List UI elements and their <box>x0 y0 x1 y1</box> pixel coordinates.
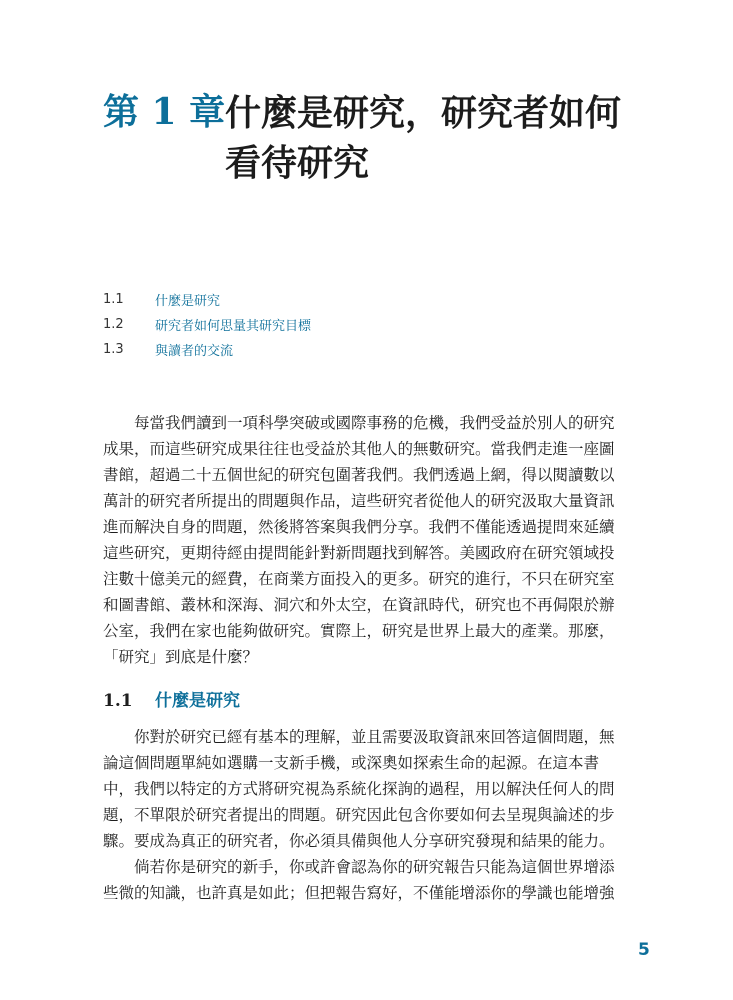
chapter-number: 第 1 章 <box>103 91 226 133</box>
chapter-heading <box>103 88 693 188</box>
toc-item-number: 1.2 <box>103 317 124 332</box>
text-line: 萬計的研究者所提出的問題與作品，這些研究者從他人的研究汲取大量資訊 <box>103 492 615 510</box>
text-line: 倘若你是研究的新手，你或許會認為你的研究報告只能為這個世界增添 <box>103 858 615 876</box>
page-number: 5 <box>638 940 650 960</box>
text-line: 中，我們以特定的方式將研究視為系統化探詢的過程，用以解決任何人的問 <box>103 780 615 798</box>
section-title: 什麼是研究 <box>155 691 240 711</box>
chapter-contents <box>103 287 311 362</box>
chapter-title: 什麼是研究，研究者如何看待研究 <box>225 92 622 184</box>
text-line: 論這個問題單純如選購一支新手機，或深奧如探索生命的起源。在這本書 <box>103 754 600 772</box>
text-line: 成果，而這些研究成果往往也受益於其他人的無數研究。當我們走進一座圖 <box>103 440 615 458</box>
section-number: 1.1 <box>103 691 133 711</box>
text-line: 每當我們讀到一項科學突破或國際事務的危機，我們受益於別人的研究 <box>103 414 615 432</box>
toc-item <box>103 287 311 312</box>
toc-item-label: 與讀者的交流 <box>155 344 234 359</box>
text-line: 驟。要成為真正的研究者，你必須具備與他人分享研究發現和結果的能力。 <box>103 832 615 850</box>
text-line: 些微的知識，也許真是如此；但把報告寫好，不僅能增添你的學識也能增強 <box>103 884 615 902</box>
text-line: 注數十億美元的經費，在商業方面投入的更多。研究的進行，不只在研究室 <box>103 570 615 588</box>
text-line: 你對於研究已經有基本的理解，並且需要汲取資訊來回答這個問題，無 <box>103 728 615 746</box>
text-line: 題，不單限於研究者提出的問題。研究因此包含你要如何去呈現與論述的步 <box>103 806 615 824</box>
text-line: 公室，我們在家也能夠做研究。實際上，研究是世界上最大的產業。那麼， <box>103 622 615 640</box>
intro-paragraph <box>103 410 651 670</box>
toc-item-number: 1.1 <box>103 292 124 307</box>
text-line: 進而解決自身的問題，然後將答案與我們分享。我們不僅能透過提問來延續 <box>103 518 615 536</box>
toc-item-label: 研究者如何思量其研究目標 <box>155 319 312 334</box>
text-line: 這些研究，更期待經由提問能針對新問題找到解答。美國政府在研究領域投 <box>103 544 615 562</box>
toc-item <box>103 337 311 362</box>
section-body <box>103 724 651 906</box>
toc-item <box>103 312 311 337</box>
text-line: 書館，超過二十五個世紀的研究包圍著我們。我們透過上網，得以閱讀數以 <box>103 466 615 484</box>
toc-item-label: 什麼是研究 <box>155 294 221 309</box>
text-line: 「研究」到底是什麼？ <box>103 648 259 666</box>
section-heading <box>103 687 240 715</box>
toc-item-number: 1.3 <box>103 342 124 357</box>
text-line: 和圖書館、叢林和深海、洞穴和外太空，在資訊時代，研究也不再侷限於辦 <box>103 596 615 614</box>
